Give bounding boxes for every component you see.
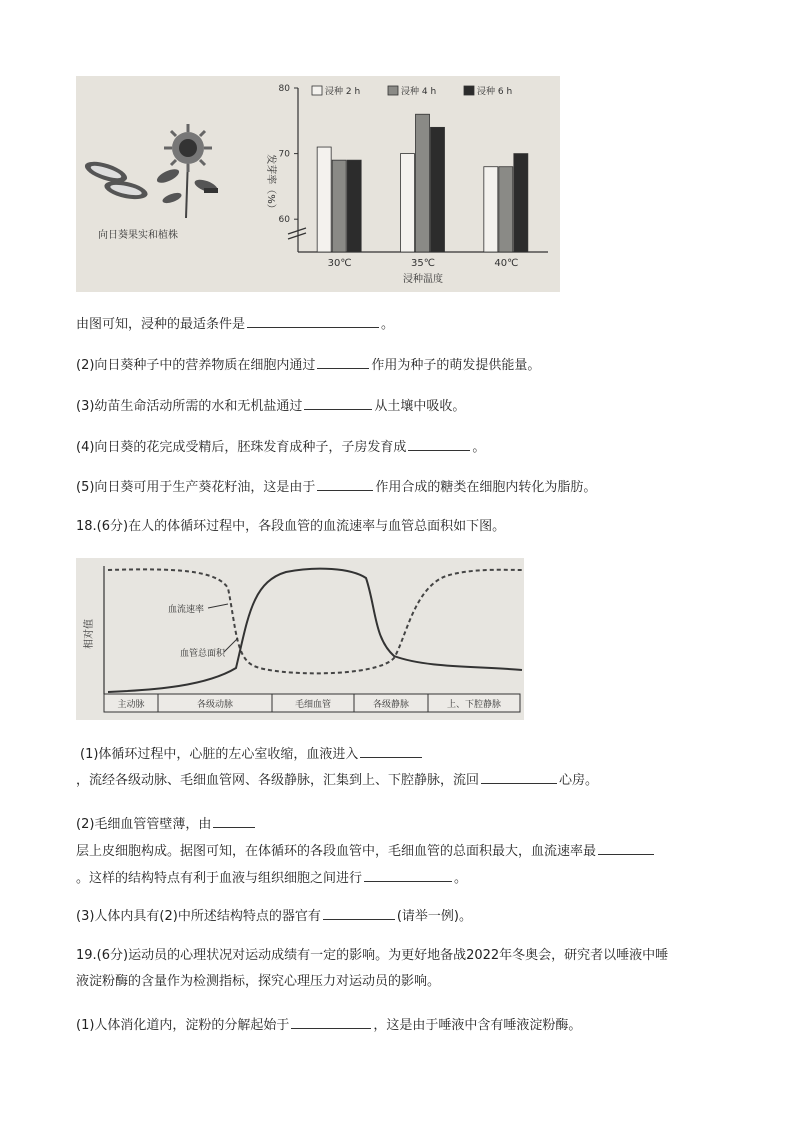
legend-label: 浸种 6 h — [477, 87, 513, 97]
bar — [499, 167, 513, 252]
q17-5: (5)向日葵可用于生产葵花籽油，这是由于 作用合成的糖类在细胞内转化为脂肪。 — [76, 477, 596, 497]
q19-1: (1)人体消化道内，淀粉的分解起始于 ，这是由于唾液中含有唾液淀粉酶。 — [76, 1015, 581, 1035]
bar — [347, 160, 361, 252]
y-axis-label: 发芽率（%） — [265, 154, 276, 214]
x-tick-label: 40℃ — [494, 258, 519, 269]
answer-blank[interactable] — [598, 841, 654, 855]
q18-1-line2: ，流经各级动脉、毛细血管网、各级静脉，汇集到上、下腔静脉，流回 心房。 — [76, 770, 598, 790]
blood-flow-chart — [76, 558, 524, 720]
segment-label: 各级动脉 — [196, 700, 234, 710]
bar — [514, 154, 528, 252]
answer-blank[interactable] — [304, 396, 372, 410]
vessel-area-curve — [108, 569, 522, 673]
answer-blank[interactable] — [323, 906, 395, 920]
y-tick-label: 80 — [278, 84, 290, 94]
germination-chart — [76, 76, 560, 292]
legend-label: 浸种 4 h — [401, 87, 437, 97]
bar — [332, 160, 346, 252]
q18-3: (3)人体内具有(2)中所述结构特点的器官有 (请举一例)。 — [76, 906, 472, 926]
legend-swatch — [388, 86, 398, 95]
legend-label: 浸种 2 h — [325, 87, 361, 97]
bar — [317, 147, 331, 252]
q18-2-line3: 。这样的结构特点有利于血液与组织细胞之间进行 。 — [76, 868, 467, 888]
q18-intro: 18.(6分)在人的体循环过程中，各段血管的血流速率与血管总面积如下图。 — [76, 519, 506, 534]
bar — [484, 167, 498, 252]
legend-swatch — [464, 86, 474, 95]
answer-blank[interactable] — [317, 477, 373, 491]
x-tick-label: 30℃ — [327, 258, 352, 269]
plant-caption: 向日葵果实和植株 — [98, 230, 178, 241]
flow-rate-label: 血流速率 — [168, 605, 205, 615]
q17-3: (3)幼苗生命活动所需的水和无机盐通过 从土壤中吸收。 — [76, 396, 465, 416]
x-tick-label: 35℃ — [411, 258, 435, 269]
q17-optimal-condition: 由图可知，浸种的最适条件是 。 — [76, 314, 394, 334]
q19-intro-line2: 液淀粉酶的含量作为检测指标，探究心理压力对运动员的影响。 — [76, 974, 441, 989]
q19-intro-line1: 19.(6分)运动员的心理状况对运动成绩有一定的影响。为更好地备战2022年冬奥会，研究者以唾液中唾 — [76, 948, 669, 963]
vessel-area-label: 血管总面积 — [180, 649, 226, 659]
answer-blank[interactable] — [247, 314, 379, 328]
answer-blank[interactable] — [481, 770, 557, 784]
x-axis-label: 浸种温度 — [403, 274, 443, 285]
answer-blank[interactable] — [364, 868, 452, 882]
q18-2-line1: (2)毛细血管管壁薄，由 — [76, 814, 257, 834]
bar — [431, 127, 445, 252]
segment-label: 各级静脉 — [372, 700, 410, 710]
blood-flow-figure — [76, 558, 524, 720]
answer-blank[interactable] — [213, 814, 255, 828]
answer-blank[interactable] — [360, 744, 422, 758]
sunflower-illustration — [83, 124, 219, 218]
germination-figure — [76, 76, 560, 292]
flow-rate-curve — [108, 569, 522, 692]
y-axis-label: 相对值 — [84, 619, 95, 649]
q17-2: (2)向日葵种子中的营养物质在细胞内通过 作用为种子的萌发提供能量。 — [76, 355, 540, 375]
answer-blank[interactable] — [408, 437, 470, 451]
segment-label: 毛细血管 — [294, 700, 332, 710]
segment-label: 主动脉 — [117, 700, 145, 710]
axis-break-mark — [288, 228, 306, 239]
bar — [401, 154, 415, 252]
segment-label: 上、下腔静脉 — [446, 700, 502, 710]
q18-2-line2: 层上皮细胞构成。据图可知，在体循环的各段血管中，毛细血管的总面积最大，血流速率最 — [76, 841, 656, 861]
legend-swatch — [312, 86, 322, 95]
bar — [416, 114, 430, 252]
q18-1-line1: (1)体循环过程中，心脏的左心室收缩，血液进入 — [80, 744, 424, 764]
answer-blank[interactable] — [317, 355, 369, 369]
answer-blank[interactable] — [291, 1015, 371, 1029]
y-tick-label: 70 — [278, 149, 290, 160]
y-tick-label: 60 — [278, 215, 290, 226]
q17-4: (4)向日葵的花完成受精后，胚珠发育成种子，子房发育成 。 — [76, 437, 485, 457]
